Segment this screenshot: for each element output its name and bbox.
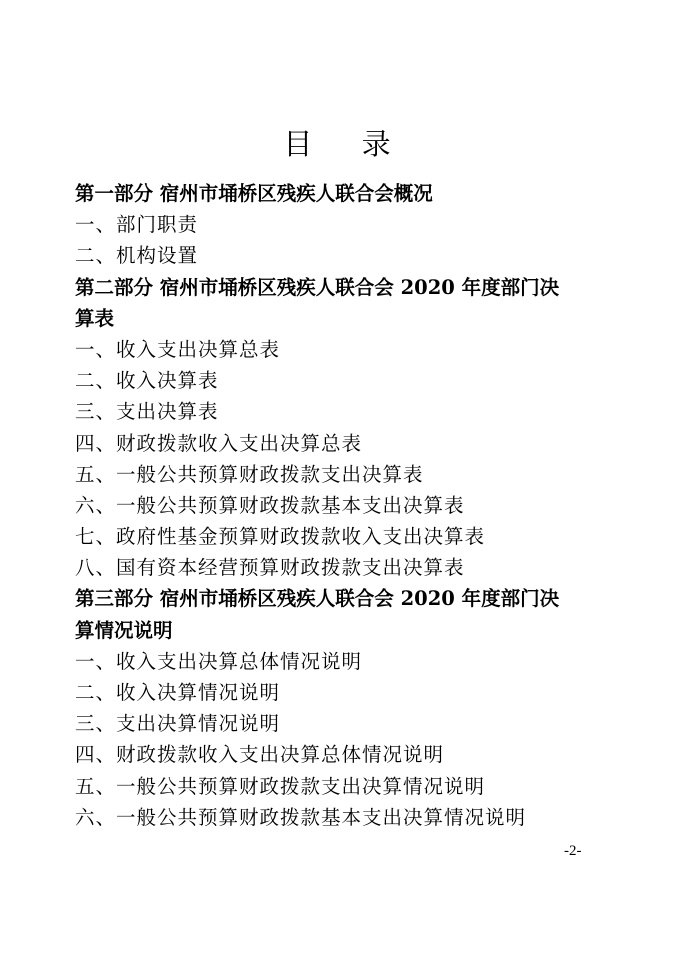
toc-item[interactable]: 一、收入支出决算总体情况说明 <box>75 649 363 673</box>
toc-item[interactable]: 四、财政拨款收入支出决算总体情况说明 <box>75 743 445 767</box>
toc-item[interactable]: 二、收入决算情况说明 <box>75 681 281 704</box>
table-of-contents <box>75 178 595 833</box>
toc-item[interactable]: 二、收入决算表 <box>75 369 219 393</box>
toc-part-1[interactable]: 第一部分 宿州市埇桥区残疾人联合会概况 <box>75 182 433 205</box>
toc-part-3-continued[interactable]: 算情况说明 <box>75 618 173 642</box>
toc-item[interactable]: 四、财政拨款收入支出决算总表 <box>75 431 363 455</box>
toc-item[interactable]: 五、一般公共预算财政拨款支出决算情况说明 <box>75 774 486 798</box>
toc-part-3[interactable]: 第三部分 宿州市埇桥区残疾人联合会 2020 年度部门决 <box>75 587 560 611</box>
toc-item[interactable]: 五、一般公共预算财政拨款支出决算表 <box>75 462 424 486</box>
toc-item[interactable]: 一、收入支出决算总表 <box>75 337 281 361</box>
page-title: 目 录 <box>283 127 411 161</box>
toc-item[interactable]: 六、一般公共预算财政拨款基本支出决算情况说明 <box>75 805 527 829</box>
toc-part-2[interactable]: 第二部分 宿州市埇桥区残疾人联合会 2020 年度部门决 <box>75 275 560 299</box>
toc-item[interactable]: 七、政府性基金预算财政拨款收入支出决算表 <box>75 525 486 549</box>
toc-item[interactable]: 一、部门职责 <box>75 213 199 237</box>
toc-item[interactable]: 二、机构设置 <box>75 244 199 268</box>
toc-item[interactable]: 六、一般公共预算财政拨款基本支出决算表 <box>75 493 465 517</box>
toc-item[interactable]: 八、国有资本经营预算财政拨款支出决算表 <box>75 556 465 580</box>
page-number: -2- <box>564 843 582 859</box>
toc-part-2-continued[interactable]: 算表 <box>75 306 115 330</box>
toc-item[interactable]: 三、支出决算情况说明 <box>75 712 281 736</box>
toc-item[interactable]: 三、支出决算表 <box>75 400 219 424</box>
